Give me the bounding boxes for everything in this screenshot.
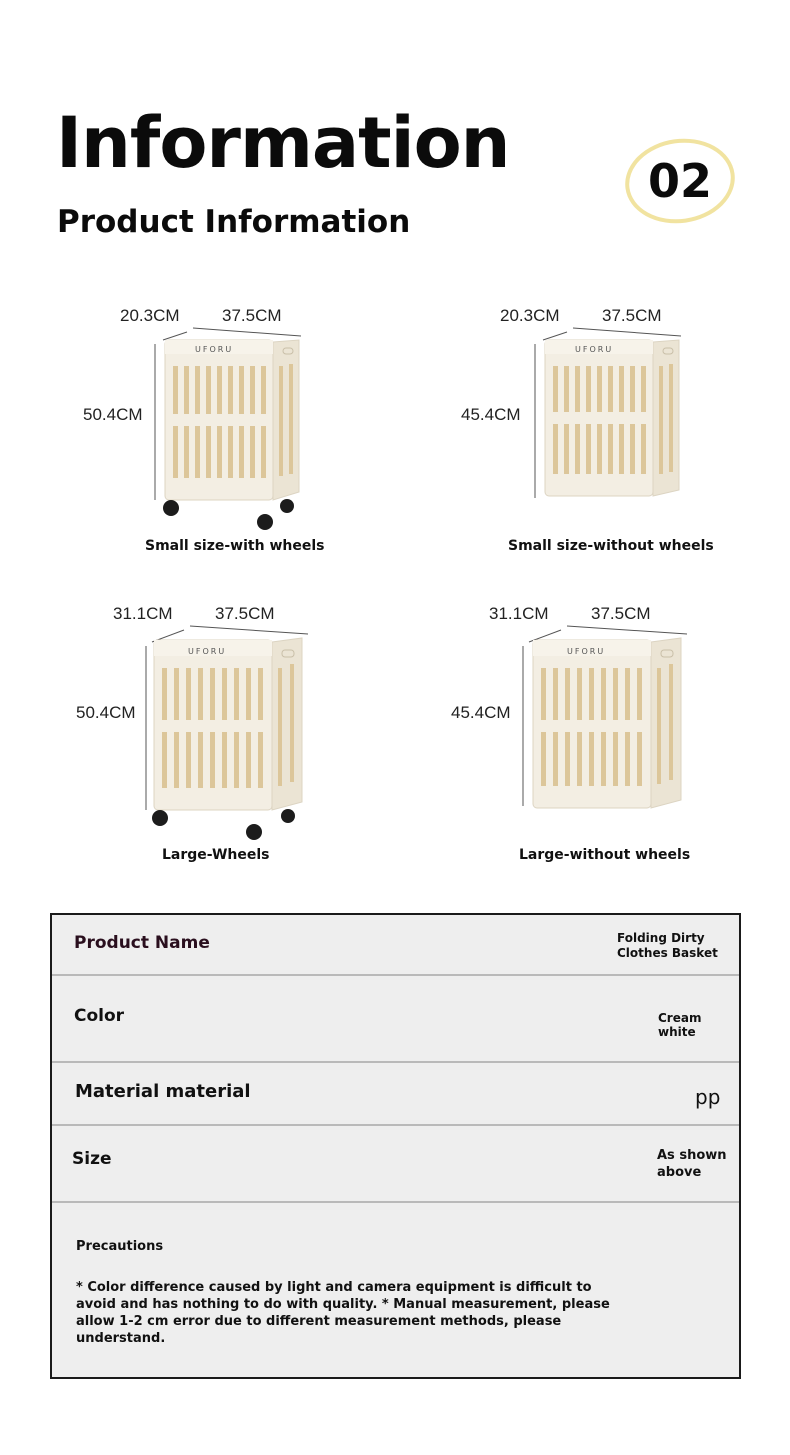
depth-label: 31.1CM xyxy=(113,604,173,623)
product-caption: Large-without wheels xyxy=(519,847,691,863)
page-title: Information xyxy=(56,102,510,184)
brand-text: UFORU xyxy=(567,647,606,656)
section-badge xyxy=(624,136,736,226)
product-caption: Large-Wheels xyxy=(162,847,270,863)
row-value-line1: As shown xyxy=(657,1148,727,1163)
depth-label: 20.3CM xyxy=(120,306,180,325)
product-small-no-wheels xyxy=(455,300,755,560)
basket-image xyxy=(533,322,693,532)
product-info-table xyxy=(50,913,741,1379)
row-label: Size xyxy=(72,1149,112,1169)
product-small-wheels xyxy=(75,300,375,560)
height-label: 45.4CM xyxy=(451,703,511,722)
row-label: Material material xyxy=(75,1081,251,1102)
table-row-color xyxy=(52,976,739,1063)
row-value-line2: Clothes Basket xyxy=(617,946,718,960)
row-label: Product Name xyxy=(74,933,210,953)
depth-label: 20.3CM xyxy=(500,306,560,325)
brand-text: UFORU xyxy=(195,345,234,354)
product-large-wheels xyxy=(70,598,370,863)
basket-image xyxy=(153,322,313,552)
brand-text: UFORU xyxy=(575,345,614,354)
badge-number: 02 xyxy=(647,154,712,208)
depth-label: 31.1CM xyxy=(489,604,549,623)
precautions-text: * Color difference caused by light and camera equipment is difficult to avoid and has nothing to do with quality. * Manual measurement, please allow 1-2 cm error due to different measurement methods, please understand. xyxy=(76,1280,610,1346)
width-label: 37.5CM xyxy=(591,604,651,623)
table-row-product-name xyxy=(52,915,739,976)
brand-text: UFORU xyxy=(188,647,227,656)
row-value: Cream white xyxy=(658,1011,702,1039)
product-large-no-wheels xyxy=(445,598,745,863)
height-label: 50.4CM xyxy=(83,405,143,424)
row-value-line2: above xyxy=(657,1165,702,1180)
table-row-material xyxy=(52,1063,739,1126)
precautions-title: Precautions xyxy=(76,1239,164,1254)
width-label: 37.5CM xyxy=(602,306,662,325)
row-label: Color xyxy=(74,1006,125,1026)
row-value: pp xyxy=(695,1085,721,1109)
product-caption: Small size-without wheels xyxy=(508,538,714,554)
width-label: 37.5CM xyxy=(215,604,275,623)
basket-image xyxy=(521,620,691,840)
table-row-size xyxy=(52,1126,739,1203)
height-label: 45.4CM xyxy=(461,405,521,424)
width-label: 37.5CM xyxy=(222,306,282,325)
page-subtitle: Product Information xyxy=(57,204,411,240)
row-value-line1: Folding Dirty xyxy=(617,931,705,945)
product-caption: Small size-with wheels xyxy=(145,538,325,554)
height-label: 50.4CM xyxy=(76,703,136,722)
basket-image xyxy=(144,620,314,860)
